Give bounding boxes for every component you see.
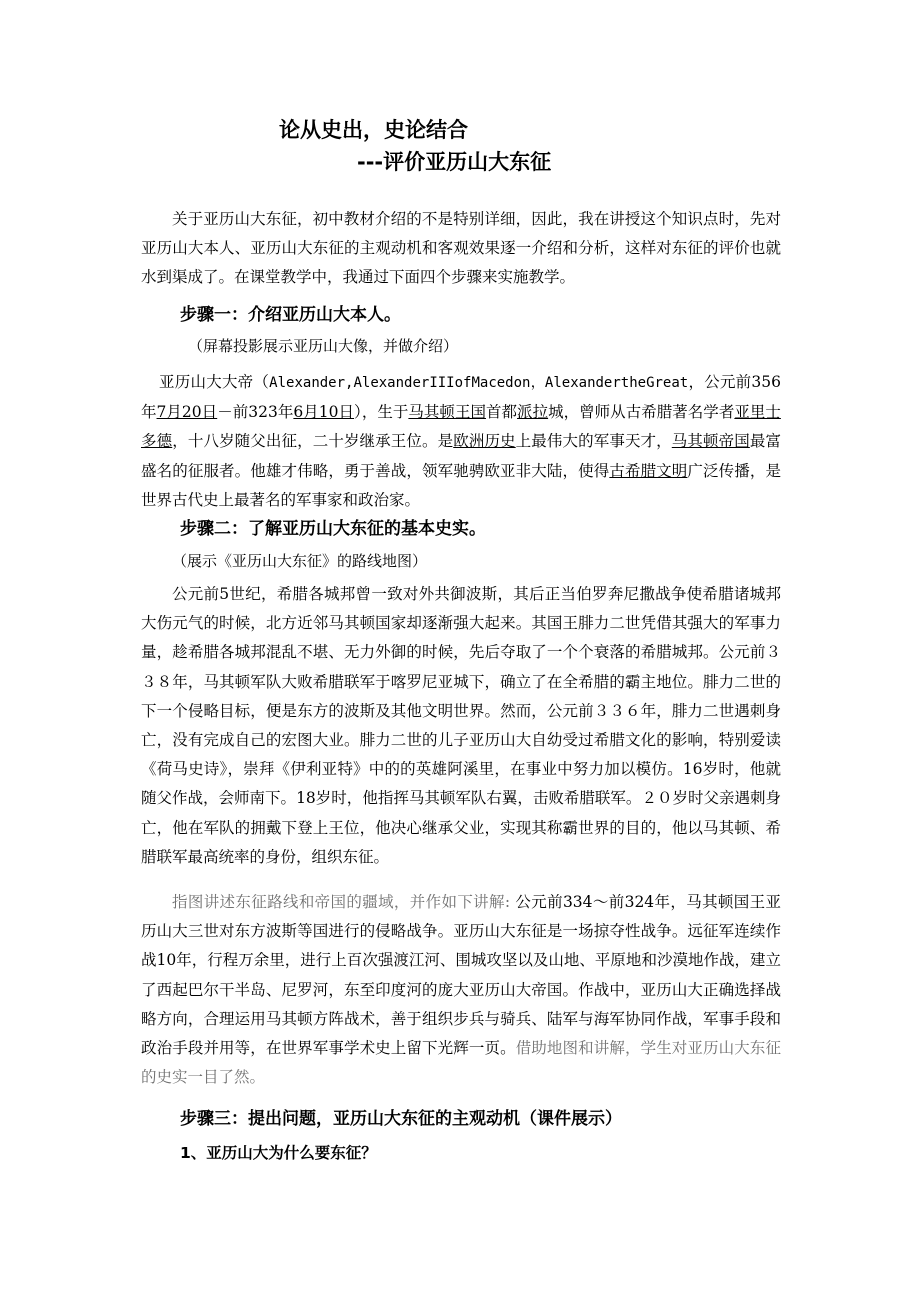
- teaching-note-end: 借助地图和讲解，学生对亚历山大东征的史实一目了然。: [141, 1039, 781, 1087]
- link-macedonian-empire[interactable]: 马其顿帝国: [671, 432, 750, 451]
- link-july-20[interactable]: 7月20日: [156, 403, 218, 422]
- link-aristotle[interactable]: 亚里士多德: [141, 403, 781, 451]
- link-ancient-greek-civilization[interactable]: 古希腊文明: [609, 461, 688, 480]
- link-pella[interactable]: 派拉: [517, 403, 549, 422]
- step1-paragraph: 亚历山大大帝（Alexander,AlexanderIIIofMacedon，AlexandertheGreat，公元前356年7月20日－前323年6月10日），生于马其顿王国首都派拉城，曾师从古希腊著名学者亚里士多德，十八岁随父出征，二十岁继承王位。是欧洲历史上最伟大的军事天才，马其顿帝国最富盛名的征服者。他雄才伟略，勇于善战，领军驰骋欧亚非大陆，使得古希腊文明广泛传播，是世界古代史上最著名的军事家和政治家。: [141, 373, 782, 509]
- step3-heading: 步骤三：提出问题，亚历山大东征的主观动机（课件展示）: [180, 1109, 622, 1129]
- question-1: 1、亚历山大为什么要东征？: [180, 1144, 377, 1162]
- document-subtitle: ---评价亚历山大东征: [357, 150, 552, 174]
- intro-paragraph: 关于亚历山大东征，初中教材介绍的不是特别详细，因此，我在讲授这个知识点时，先对亚历山大本人、亚历山大东征的主观动机和客观效果逐一介绍和分析，这样对东征的评价也就水到渠成了。在课堂教学中，我通过下面四个步骤来实施教学。: [141, 210, 781, 287]
- step1-heading: 步骤一：介绍亚历山大本人。: [180, 305, 401, 325]
- document-title: 论从史出，史论结合: [279, 118, 468, 142]
- step2-heading: 步骤二：了解亚历山大东征的基本史实。: [180, 519, 486, 539]
- step2-paragraph-2: 指图讲述东征路线和帝国的疆域，并作如下讲解: 公元前334～前324年，马其顿国王亚历山大三世对东方波斯等国进行的侵略战争。亚历山大东征是一场掠夺性战争。远征军连续作战10年，行程万余里，进行上百次强渡江河、围城攻坚以及山地、平原地和沙漠地作战，建立了西起巴尔干半岛、尼罗河，东至印度河的庞大亚历山大帝国。作战中，亚历山大正确选择战略方向，合理运用马其顿方阵战术，善于组织步兵与骑兵、陆军与海军协同作战，军事手段和政治手段并用等，在世界军事学术史上留下光辉一页。借助地图和讲解，学生对亚历山大东征的史实一目了然。: [141, 893, 781, 1087]
- teaching-note: 指图讲述东征路线和帝国的疆域，并作如下讲解:: [172, 893, 511, 911]
- step2-caption: （展示《亚历山大东征》的路线地图）: [172, 552, 428, 570]
- step2-paragraph-1: 公元前5世纪，希腊各城邦曾一致对外共御波斯，其后正当伯罗奔尼撒战争使希腊诸城邦大伤元气的时候，北方近邻马其顿国家却逐渐强大起来。其国王腓力二世凭借其强大的军事力量，趁希腊各城邦混乱不堪、无力外御的时候，先后夺取了一个个衰落的希腊城邦。公元前３３８年，马其顿军队大败希腊联军于喀罗尼亚城下，确立了在全希腊的霸主地位。腓力二世的下一个侵略目标，便是东方的波斯及其他文明世界。然而，公元前３３６年，腓力二世遇刺身亡，没有完成自己的宏图大业。腓力二世的儿子亚历山大自幼受过希腊文化的影响，特别爱读《荷马史诗》，崇拜《伊利亚特》中的的英雄阿溪里，在事业中努力加以模仿。16岁时，他就随父作战，会师南下。18岁时，他指挥马其顿军队右翼，击败希腊联军。２０岁时父亲遇刺身亡，他在军队的拥戴下登上王位，他决心继承父业，实现其称霸世界的目的，他以马其顿、希腊联军最高统率的身份，组织东征。: [141, 585, 781, 866]
- step1-caption: （屏幕投影展示亚历山大像，并做介绍）: [188, 337, 459, 355]
- name-variants: Alexander,AlexanderIIIofMacedon，AlexandertheGreat: [269, 375, 689, 391]
- link-european-history[interactable]: 欧洲历史: [453, 432, 516, 451]
- link-macedon-kingdom[interactable]: 马其顿王国: [408, 403, 486, 422]
- link-june-10[interactable]: 6月10日: [293, 403, 355, 422]
